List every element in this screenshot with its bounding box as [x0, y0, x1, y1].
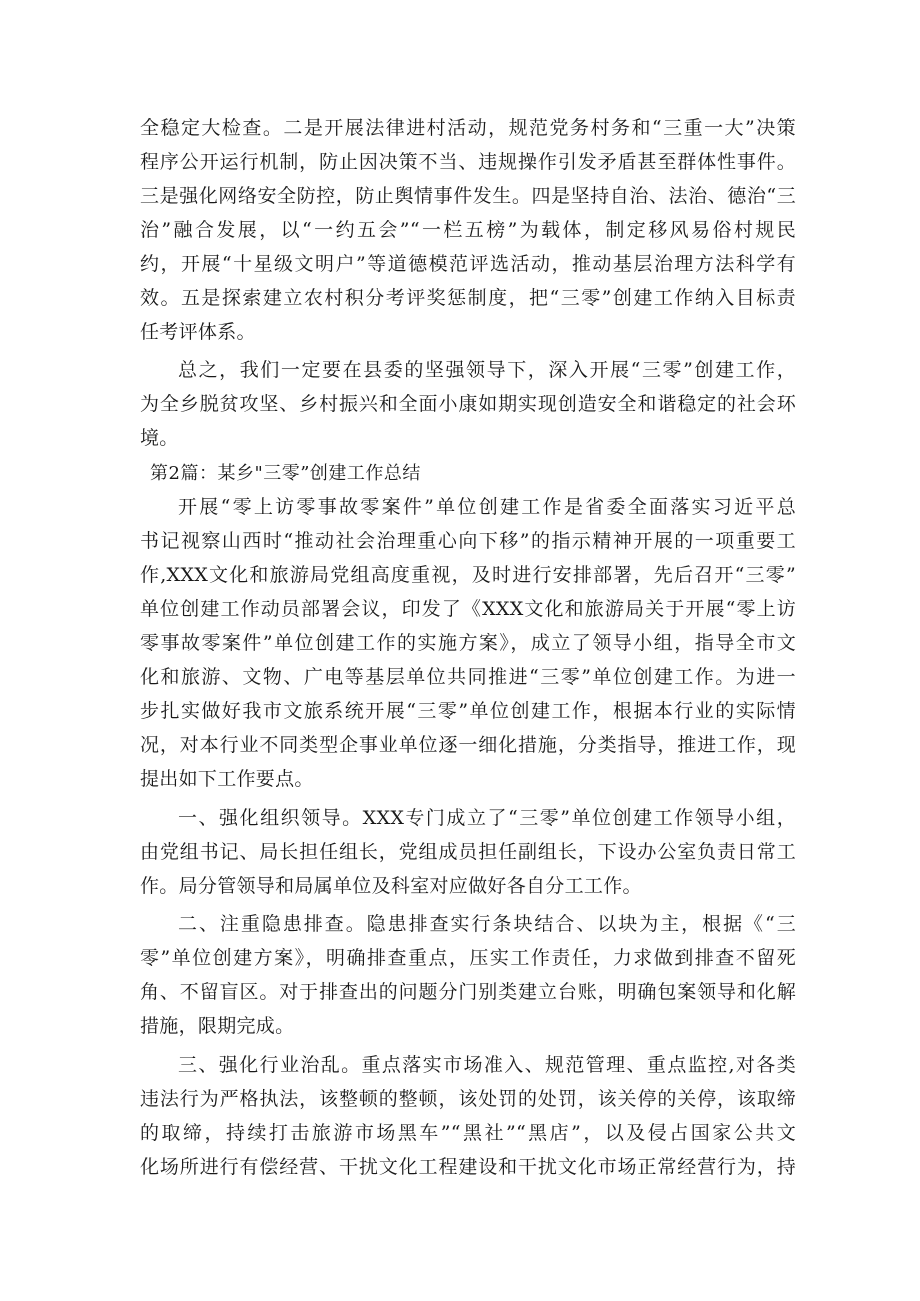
text-line: 三、强化行业治乱。重点落实市场准入、规范管理、重点监控,对各类 [178, 1054, 796, 1076]
text-line: 况，对本行业不同类型企事业单位逐一细化措施，分类指导，推进工作，现 [140, 734, 796, 756]
text-line: 一、强化组织领导。XXX专门成立了“三零”单位创建工作领导小组， [178, 807, 796, 829]
text-line: 措施，限期完成。 [140, 1015, 295, 1037]
text-line: 总之，我们一定要在县委的坚强领导下，深入开展“三零”创建工作， [178, 359, 796, 381]
text-line: 化场所进行有偿经营、干扰文化工程建设和干扰文化市场正常经营行为，持 [140, 1156, 796, 1178]
text-line: 化和旅游、文物、广电等基层单位共同推进“三零”单位创建工作。为进一 [140, 666, 796, 688]
text-line: 角、不留盲区。对于排查出的问题分门别类建立台账，明确包案领导和化解 [140, 981, 796, 1003]
text-line: 零”单位创建方案》，明确排查重点，压实工作责任，力求做到排查不留死 [140, 947, 796, 969]
text-line: 违法行为严格执法，该整顿的整顿，该处罚的处罚，该关停的关停，该取缔 [140, 1088, 796, 1110]
text-line: 约，开展“十星级文明户”等道德模范评选活动，推动基层治理方法科学有 [140, 253, 796, 275]
text-line: 作,XXX文化和旅游局党组高度重视，及时进行安排部署，先后召开“三零” [140, 564, 796, 586]
text-line: 任考评体系。 [140, 321, 256, 343]
text-line: 二、注重隐患排查。隐患排查实行条块结合、以块为主，根据《“三 [178, 913, 796, 935]
text-line: 程序公开运行机制，防止因决策不当、违规操作引发矛盾甚至群体性事件。 [140, 151, 796, 173]
text-line: 作。局分管领导和局属单位及科室对应做好各自分工工作。 [140, 875, 642, 897]
text-line: 效。五是探索建立农村积分考评奖惩制度，把“三零”创建工作纳入目标责 [140, 287, 796, 309]
text-line: 零事故零案件”单位创建工作的实施方案》，成立了领导小组，指导全市文 [140, 632, 796, 654]
text-line: 三是强化网络安全防控，防止舆情事件发生。四是坚持自治、法治、德治“三 [140, 185, 796, 207]
text-line: 治”融合发展，以“一约五会”“一栏五榜”为载体，制定移风易俗村规民 [140, 219, 796, 241]
text-line: 开展“零上访零事故零案件”单位创建工作是省委全面落实习近平总 [178, 496, 796, 518]
text-line: 书记视察山西时“推动社会治理重心向下移”的指示精神开展的一项重要工 [140, 530, 796, 552]
text-line: 单位创建工作动员部署会议，印发了《XXX文化和旅游局关于开展“零上访 [140, 598, 796, 620]
text-line: 全稳定大检查。二是开展法律进村活动，规范党务村务和“三重一大”决策 [140, 117, 796, 139]
text-line: 为全乡脱贫攻坚、乡村振兴和全面小康如期实现创造安全和谐稳定的社会环 [140, 393, 796, 415]
section-heading: 第2篇：某乡"三零”创建工作总结 [150, 463, 421, 484]
text-line: 境。 [140, 427, 179, 449]
text-line: 提出如下工作要点。 [140, 768, 314, 790]
text-line: 的取缔，持续打击旅游市场黑车”“黑社”“黑店”，以及侵占国家公共文 [140, 1122, 796, 1144]
text-line: 由党组书记、局长担任组长，党组成员担任副组长，下设办公室负责日常工 [140, 841, 796, 863]
text-line: 步扎实做好我市文旅系统开展“三零”单位创建工作，根据本行业的实际情 [140, 700, 796, 722]
